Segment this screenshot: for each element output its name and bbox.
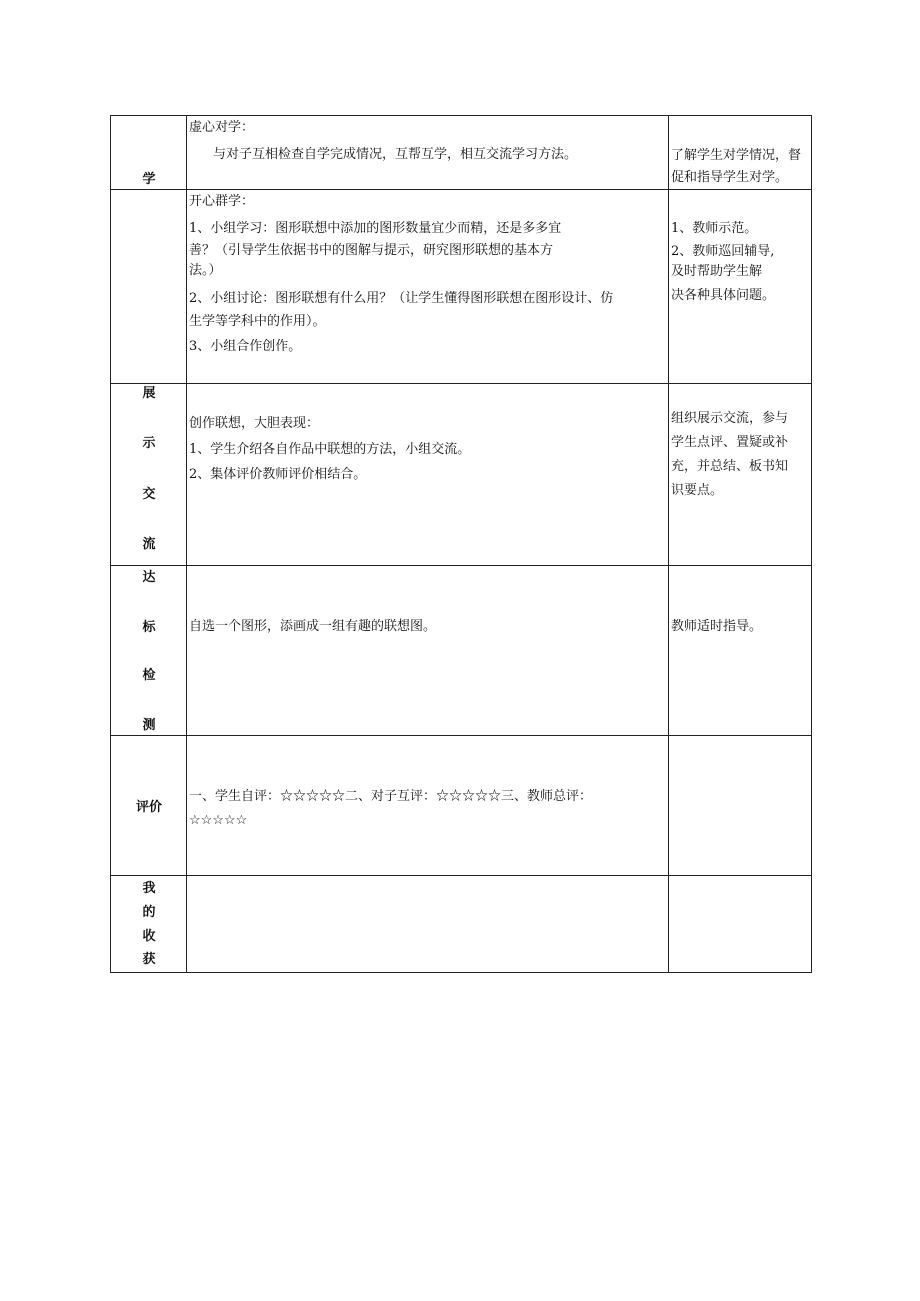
row-label-cell [111,384,187,565]
note-line: 了解学生对学情况，督 [671,148,802,163]
row-label-char: 标 [142,620,156,635]
note-cell [669,384,811,565]
row-label-char: 获 [142,952,156,967]
section-title: 创作联想，大胆表现： [189,416,320,431]
list-item: 1、小组学习：图形联想中添加的图形数量宜少而精，还是多多宜 [189,221,562,236]
row-xue-b [111,190,811,384]
row-label-char: 展 [142,386,156,401]
row-label-char: 收 [142,929,156,944]
content-line: 与对子互相检查自学完成情况，互帮互学，相互交流学习方法。 [213,147,578,162]
list-item: 2、小组讨论：图形联想有什么用？（让学生懂得图形联想在图形设计、仿 [189,291,614,306]
note-line: 充，并总结、板书知 [671,459,789,474]
note-line: 组织展示交流，参与 [671,411,789,426]
row-pingjia [111,736,811,876]
evaluation-stars: ☆☆☆☆☆ [189,813,248,828]
row-label-cell [111,566,187,735]
content-cell [187,116,669,189]
content-cell [187,566,669,735]
row-xue-a [111,116,811,190]
content-cell [187,876,669,972]
note-line: 教师适时指导。 [671,619,763,634]
row-label-pingjia: 评价 [135,800,162,815]
section-title: 开心群学： [189,194,255,209]
row-label-xue: 学 [142,172,156,187]
lesson-plan-table [110,115,812,973]
note-line: 识要点。 [671,483,724,498]
row-label-cell [111,736,187,875]
row-zhanshi [111,384,811,566]
section-title: 虚心对学： [189,120,255,135]
row-shouhuo [111,876,811,972]
row-label-char: 达 [142,570,156,585]
note-line: 及时帮助学生解 [671,264,763,279]
note-line: 2、教师巡回辅导, [671,244,775,259]
note-cell [669,190,811,383]
note-cell [669,736,811,875]
row-label-cell [111,876,187,972]
note-cell [669,876,811,972]
content-cell [187,190,669,383]
note-line: 1、教师示范。 [671,221,758,236]
row-label-char: 测 [142,718,156,733]
note-cell [669,116,811,189]
note-cell [669,566,811,735]
list-item: 1、学生介绍各自作品中联想的方法，小组交流。 [189,442,471,457]
row-label-char: 的 [142,905,156,920]
row-label-char: 示 [142,436,156,451]
list-item: 2、集体评价教师评价相结合。 [189,467,367,482]
list-item: 法。） [189,263,222,278]
row-label-cell [111,190,187,383]
list-item: 3、小组合作创作。 [189,339,302,354]
row-label-char: 我 [142,881,156,896]
note-line: 促和指导学生对学。 [671,170,789,185]
evaluation-line: 一、学生自评：☆☆☆☆☆二、对子互评：☆☆☆☆☆三、教师总评： [189,789,593,804]
list-item: 善？（引导学生依据书中的图解与提示，研究图形联想的基本方 [189,243,554,258]
row-label-char: 流 [142,537,156,552]
row-label-char: 检 [142,668,156,683]
note-line: 学生点评、置疑或补 [671,435,789,450]
row-label-char: 交 [142,487,156,502]
content-line: 自选一个图形，添画成一组有趣的联想图。 [189,619,437,634]
row-dabiao [111,566,811,736]
content-cell [187,736,669,875]
list-item: 生学等学科中的作用）。 [189,314,326,329]
content-cell [187,384,669,565]
note-line: 决各种具体问题。 [671,288,776,303]
